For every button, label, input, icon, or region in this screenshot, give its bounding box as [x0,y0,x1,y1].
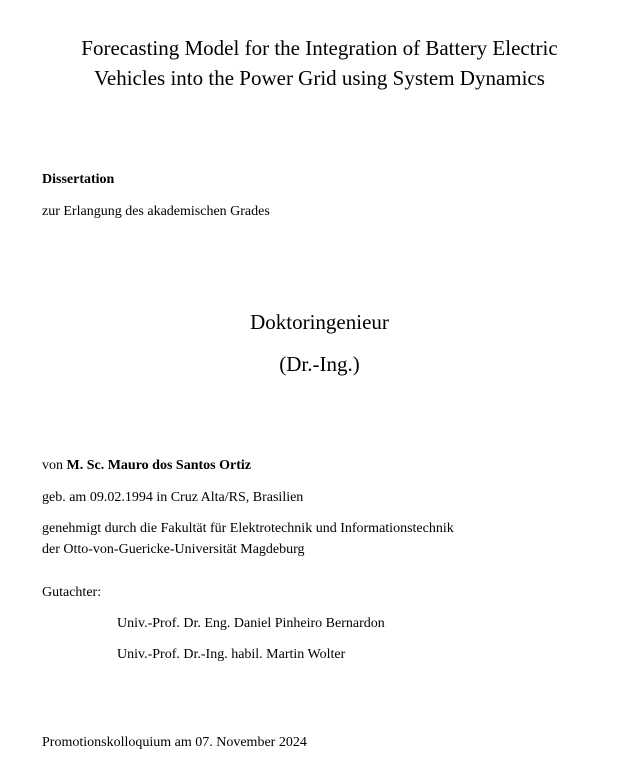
thesis-title-line-2: Vehicles into the Power Grid using System Dynamics [94,66,545,90]
degree-name: Doktoringenieur [250,310,389,334]
reviewers-label: Gutachter: [42,585,102,600]
approval-line-1: genehmigt durch die Fakultät für Elektrotechnik und Informationstechnik [42,521,454,536]
reviewer-2: Univ.-Prof. Dr.-Ing. habil. Martin Wolter [117,647,346,662]
colloquium-date: Promotionskolloquium am 07. November 2024 [42,735,307,750]
degree-abbreviation: (Dr.-Ing.) [279,352,360,376]
dissertation-heading: Dissertation [42,172,115,187]
approval-line-2: der Otto-von-Guericke-Universität Magdeburg [42,542,305,557]
reviewer-1: Univ.-Prof. Dr. Eng. Daniel Pinheiro Bernardon [117,616,385,631]
author-name: M. Sc. Mauro dos Santos Ortiz [66,458,251,473]
thesis-title-line-1: Forecasting Model for the Integration of Battery Electric [81,36,558,60]
thesis-title [0,33,639,93]
author-prefix: von [42,458,63,473]
author-line [42,458,251,474]
author-birth: geb. am 09.02.1994 in Cruz Alta/RS, Brasilien [42,490,304,505]
dissertation-subtitle: zur Erlangung des akademischen Grades [42,204,270,219]
